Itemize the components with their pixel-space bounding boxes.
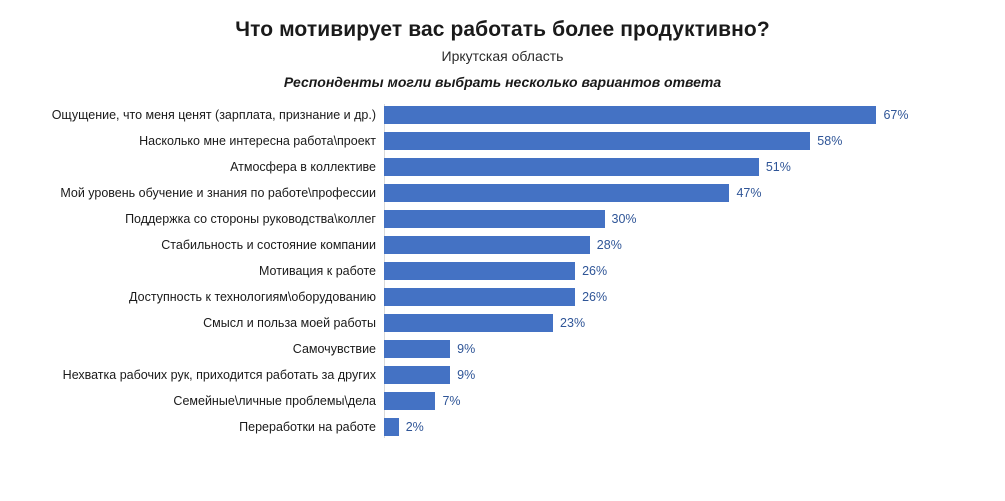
chart-bar-row (14, 104, 991, 126)
chart-bar-row (14, 312, 991, 334)
page-title: Что мотивирует вас работать более продуктивно? (235, 18, 770, 41)
bar-area (384, 106, 991, 124)
chart-bar-row (14, 286, 991, 308)
bar-category-label: Ощущение, что меня ценят (зарплата, признание и др.) (51, 108, 376, 122)
bar-area (384, 288, 991, 306)
bar-value-label: 30% (611, 212, 637, 226)
bar-category-label: Насколько мне интересна работа\проект (139, 134, 376, 148)
bar-value-label: 7% (442, 394, 461, 408)
bar-value-label: 2% (405, 420, 424, 434)
chart-bar-row (14, 416, 991, 438)
bar-category-label: Смысл и польза моей работы (203, 316, 376, 330)
bar (384, 132, 810, 150)
chart-bar-row (14, 390, 991, 412)
chart-bar-row (14, 156, 991, 178)
bar (384, 236, 590, 254)
bar-category-label: Стабильность и состояние компании (161, 238, 376, 252)
bar-value-label: 51% (765, 160, 791, 174)
chart-bar-row (14, 208, 991, 230)
bar (384, 366, 450, 384)
chart-note: Респонденты могли выбрать несколько вариантов ответа (283, 74, 722, 90)
bar-area (384, 418, 991, 436)
bar-area (384, 262, 991, 280)
chart-bar-row (14, 364, 991, 386)
chart-bar-row (14, 338, 991, 360)
bar (384, 340, 450, 358)
bar-category-label: Атмосфера в коллективе (230, 160, 376, 174)
bar-area (384, 314, 991, 332)
bar-area (384, 340, 991, 358)
bar-category-label: Переработки на работе (239, 420, 376, 434)
bar-category-label: Доступность к технологиям\оборудованию (129, 290, 376, 304)
bar (384, 210, 605, 228)
bar-category-label: Семейные\личные проблемы\дела (173, 394, 376, 408)
bar-area (384, 366, 991, 384)
bar-area (384, 132, 991, 150)
bar-category-label: Самочувствие (292, 342, 376, 356)
bar-value-label: 47% (736, 186, 762, 200)
bar-value-label: 28% (596, 238, 622, 252)
bar-category-label: Мотивация к работе (259, 264, 376, 278)
bar-area (384, 210, 991, 228)
bar-area (384, 236, 991, 254)
bar-value-label: 58% (817, 134, 843, 148)
chart-bar-row (14, 182, 991, 204)
bar-area (384, 392, 991, 410)
bar-value-label: 67% (883, 108, 909, 122)
bar (384, 158, 759, 176)
bar (384, 106, 876, 124)
bar-value-label: 23% (560, 316, 586, 330)
bar (384, 288, 575, 306)
bar-area (384, 184, 991, 202)
bar-value-label: 9% (457, 342, 476, 356)
bar (384, 418, 399, 436)
chart-bar-row (14, 130, 991, 152)
bar (384, 184, 729, 202)
bar-category-label: Мой уровень обучение и знания по работе\профессии (60, 186, 376, 200)
bar (384, 262, 575, 280)
bar-value-label: 26% (582, 264, 608, 278)
chart-bar-row (14, 234, 991, 256)
bar-category-label: Нехватка рабочих рук, приходится работать за других (62, 368, 376, 382)
bar-area (384, 158, 991, 176)
chart-bar-row (14, 260, 991, 282)
chart-subtitle: Иркутская область (441, 48, 564, 64)
bar-category-label: Поддержка со стороны руководства\коллег (125, 212, 376, 226)
bar-value-label: 9% (457, 368, 476, 382)
bar-value-label: 26% (582, 290, 608, 304)
bar-chart-plot (0, 104, 1005, 438)
bar (384, 392, 435, 410)
bar (384, 314, 553, 332)
